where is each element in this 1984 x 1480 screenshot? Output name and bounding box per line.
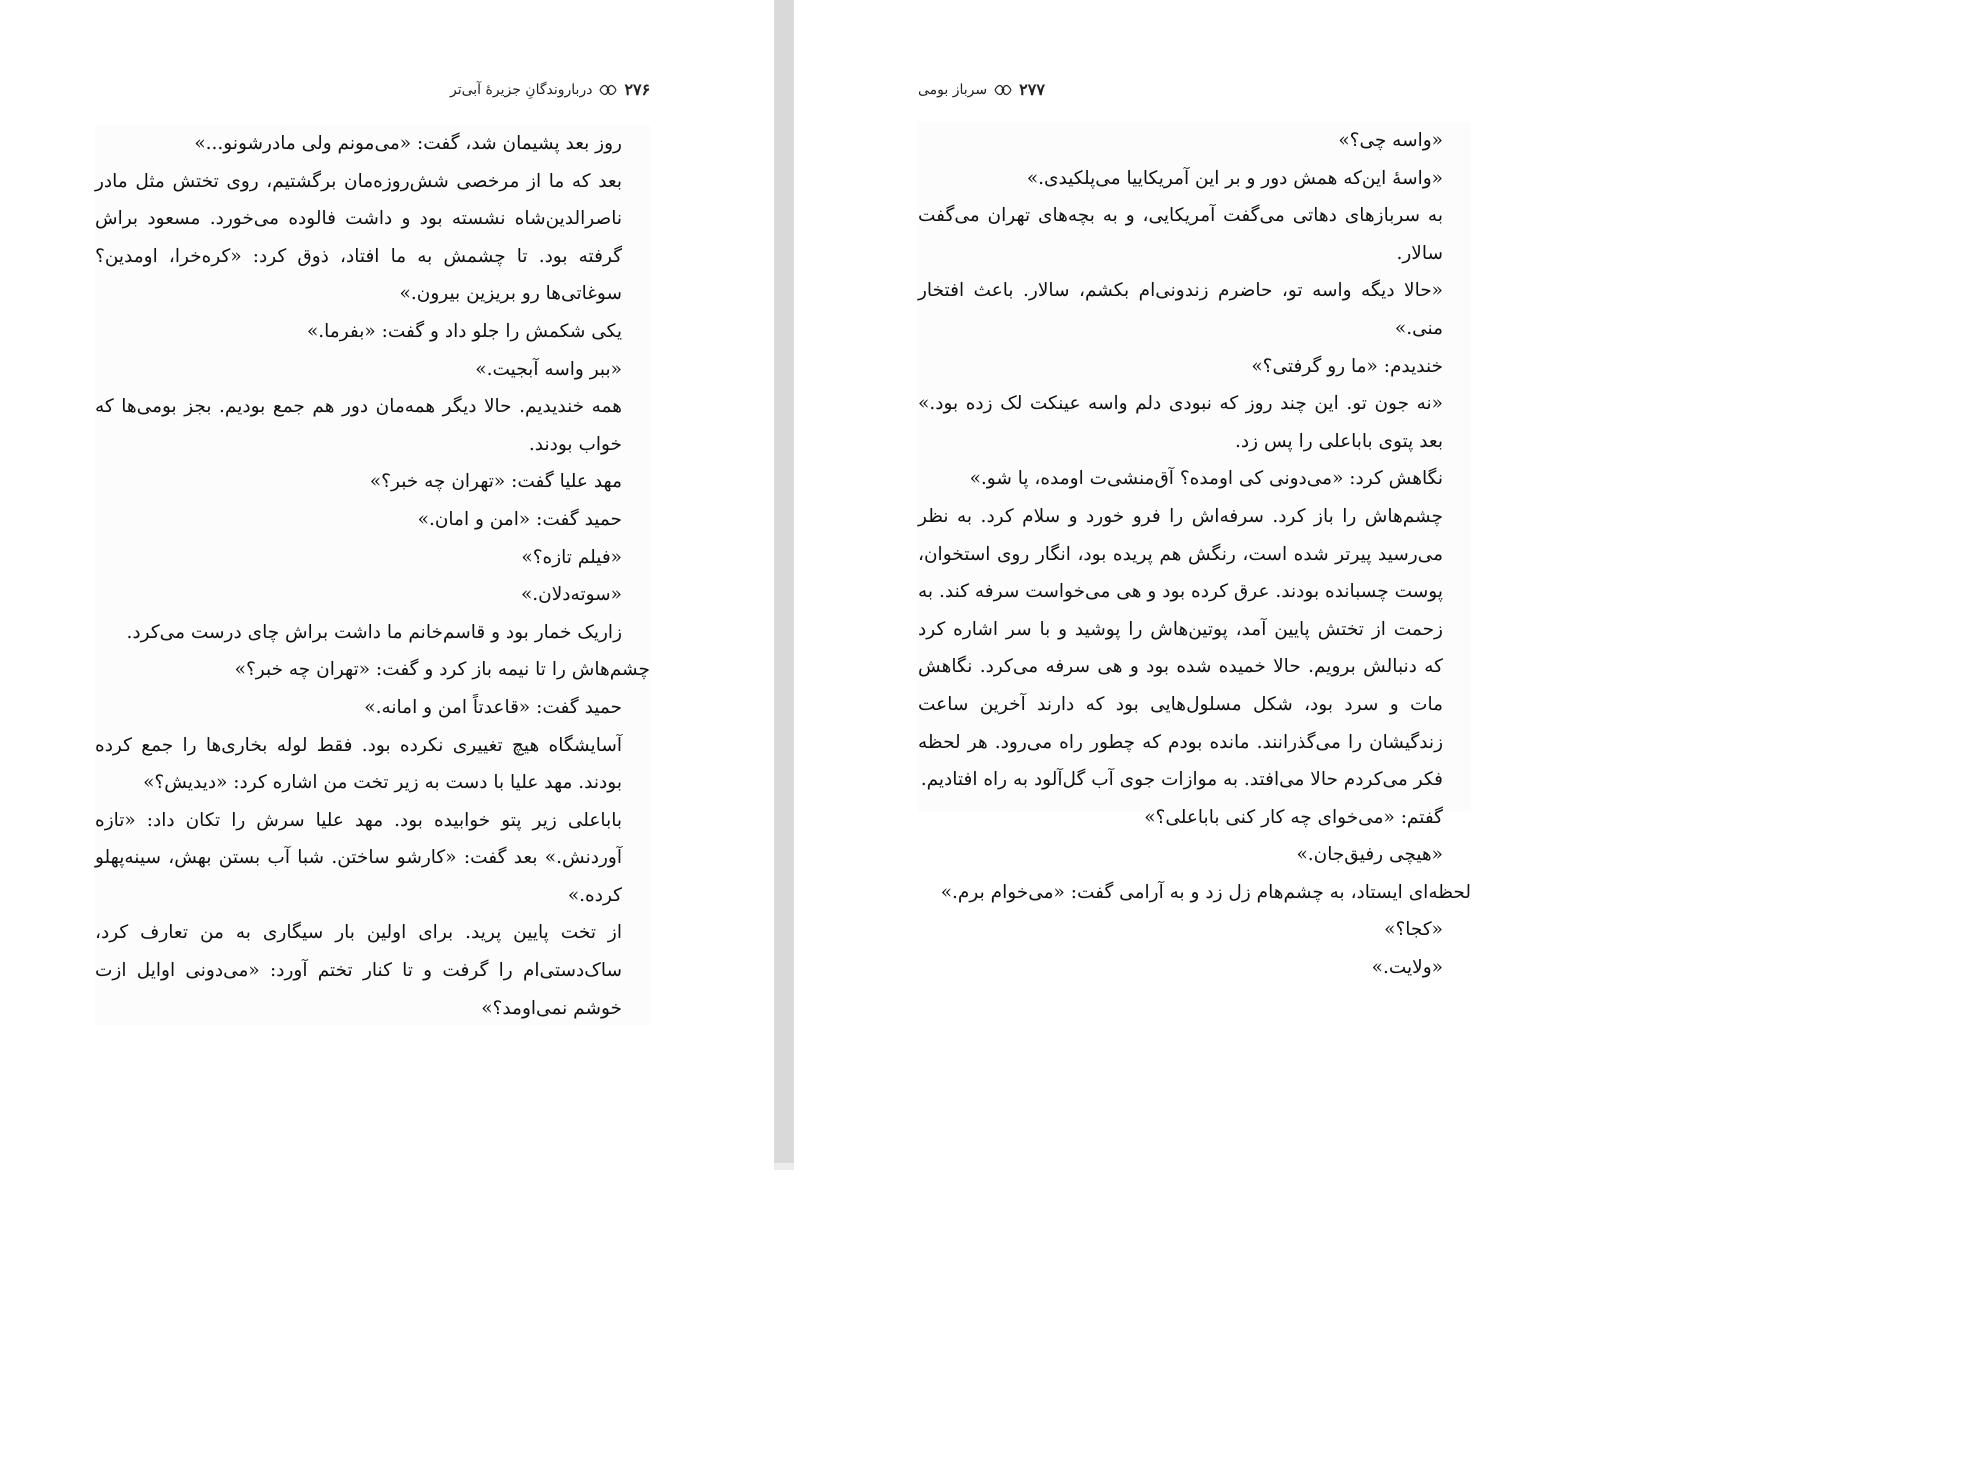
paragraph: خندیدم: «ما رو گرفتی؟» [1251,355,1443,377]
paragraph: «ببر واسه آبجیت.» [475,358,622,380]
paragraph: همه خندیدیم. حالا دیگر همه‌مان دور هم جمع بودیم. بجز بومی‌ها که خواب بودند. [95,396,622,455]
paragraph: «حالا دیگه واسه تو، حاضرم زندونی‌ام بکشم، سالار. باعث افتخار منی.» [918,280,1443,339]
right-page-body [918,122,1471,979]
paragraph: یکی شکمش را جلو داد و گفت: «بفرما.» [306,320,622,342]
left-page-header [450,78,650,102]
paragraph: چشم‌هاش را تا نیمه باز کرد و گفت: «تهران چه خبر؟» [234,659,650,681]
paragraph: «نه جون تو. این چند روز که نبودی دلم واسه عینکت لک زده بود.» بعد پتوی باباعلی را پس زد. [918,393,1443,452]
right-page [794,0,1568,1170]
paragraph: روز بعد پشیمان شد، گفت: «می‌مونم ولی مادرشونو...» [194,133,622,154]
paragraph: نگاهش کرد: «می‌دونی کی اومده؟ آق‌منشی‌ت اومده، پا شو.» [969,468,1443,490]
paragraph: بعد که ما از مرخصی شش‌روزه‌مان برگشتیم، روی تختش مثل مادر ناصرالدین‌شاه نشسته بود و داشت فالوده می‌خورد. مسعود براش گرفته بود. تا چشمش به ما افتاد، ذوق کرد: «کره‌خرا، اومدین؟ سوغاتی‌ها رو بریزین بیرون.» [95,170,622,305]
paragraph: آسایشگاه هیچ تغییری نکرده بود. فقط لوله بخاری‌ها را جمع کرده بودند. مهد علیا با دست به زیر تخت من اشاره کرد: «دیدیش؟» [95,734,622,794]
paragraph: زاریک خمار بود و قاسم‌خانم ما داشت براش چای درست می‌کرد. [126,621,622,643]
paragraph: مهد علیا گفت: «تهران چه خبر؟» [369,471,622,493]
paragraph: حمید گفت: «امن و امان.» [417,508,622,530]
paragraph: «هیچی رفیق‌جان.» [1296,844,1443,866]
paragraph: «کجا؟» [1384,919,1443,941]
left-running-title: درباروندگانِ جزیرهٔ آبی‌تر [450,82,593,98]
left-page-number: ۲۷۶ [624,80,651,99]
paragraph: «فیلم تازه؟» [521,546,622,568]
header-ornament-icon [598,83,618,97]
paragraph: چشم‌هاش را باز کرد. سرفه‌اش را فرو خورد و سلام کرد. به نظر می‌رسید پیرتر شده است، رنگش هم پریده بود، انگار روی استخوان، پوست چسبانده بودند. عرق کرده بود و هی می‌خواست سرفه کند. به زحمت از تختش پایین آمد، پوتین‌هاش را پوشید و با سر اشاره کرد که دنبالش برویم. حالا خمیده شده بود و هی سرفه می‌کرد. نگاهش مات و سرد بود، شکل مسلول‌هایی بود که دارند آخرین ساعت زندگیشان را می‌گذرانند. مانده بودم که چطور راه می‌رود. هر لحظه فکر می‌کردم حالا می‌افتد. به موازات جوی آب گل‌آلود به راه افتادیم. [918,505,1443,791]
paragraph: لحظه‌ای ایستاد، به چشم‌هام زل زد و به آرامی گفت: «می‌خوام برم.» [940,881,1471,903]
paragraph: حمید گفت: «قاعدتاً امن و امانه.» [364,696,622,718]
left-page-body [95,125,650,1025]
paragraph: «سوته‌دلان.» [520,584,622,606]
paragraph: «واسه چی؟» [1338,130,1443,151]
paragraph: «ولایت.» [1371,957,1443,979]
paragraph: به سربازهای دهاتی می‌گفت آمریکایی، و به بچه‌های تهران می‌گفت سالار. [918,205,1443,264]
paragraph: گفتم: «می‌خوای چه کار کنی باباعلی؟» [1144,806,1443,828]
book-gutter [774,0,794,1170]
header-ornament-icon [993,83,1013,97]
right-page-header [918,78,1045,102]
paragraph: از تخت پایین پرید. برای اولین بار سیگاری به من تعارف کرد، ساک‌دستی‌ام را گرفت و تا کنار تختم آورد: «می‌دونی اوایل ازت خوشم نمی‌اومد؟» [95,922,622,1019]
right-page-number: ۲۷۷ [1019,80,1045,99]
paragraph: باباعلی زیر پتو خوابیده بود. مهد علیا سرش را تکان داد: «تازه آوردنش.» بعد گفت: «کارشو ساختن. شبا آب بستن بهش، سینه‌پهلو کرده.» [95,809,622,906]
paragraph: «واسهٔ این‌که همش دور و بر این آمریکاییا می‌پلکیدی.» [1026,167,1443,189]
right-running-title: سرباز بومی [918,82,988,98]
left-page [0,0,774,1170]
